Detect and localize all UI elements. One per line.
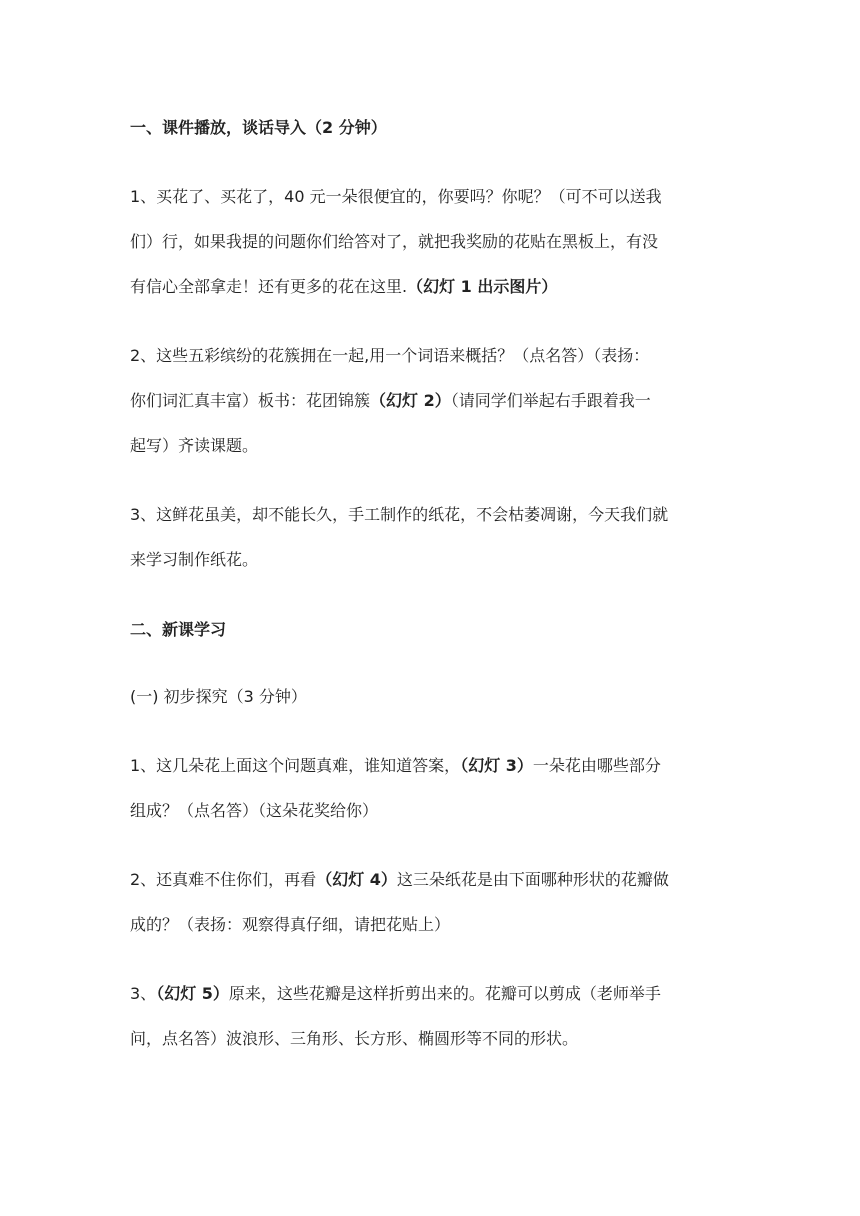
subsection-heading: [130, 674, 730, 719]
paragraph-6-text-a: 3、: [130, 984, 157, 1003]
section-heading-2: 二、新课学习: [130, 620, 227, 639]
paragraph-6-line-2: 问，点名答）波浪形、三角形、长方形、椭圆形等不同的形状。: [130, 1029, 579, 1048]
paragraph-4-text-b: 一朵花由哪些部分: [532, 756, 661, 775]
paragraph-3-line-1: 3、这鲜花虽美，却不能长久，手工制作的纸花，不会枯萎凋谢，今天我们就: [130, 505, 669, 524]
document-page: [130, 0, 730, 1216]
paragraph-2-text-b: （请同学们举起右手跟着我一: [450, 391, 651, 410]
paragraph-5-text-b: 这三朵纸花是由下面哪种形状的花瓣做: [396, 870, 669, 889]
paragraph-2: [130, 333, 730, 468]
paragraph-5: [130, 857, 730, 947]
paragraph-1-line-1: 1、买花了、买花了，40 元一朵很便宜的，你要吗？你呢？（可不可以送我: [130, 187, 662, 206]
paragraph-6-line-1: [130, 971, 730, 1016]
paragraph-4-text-a: 1、这几朵花上面这个问题真难，谁知道答案，: [130, 756, 461, 775]
paragraph-1-line-2: 们）行，如果我提的问题你们给答对了，就把我奖励的花贴在黑板上，有没: [130, 232, 659, 251]
paragraph-5-text-a: 2、还真难不住你们，再看: [130, 870, 317, 889]
paragraph-1-line-3: [130, 264, 730, 309]
subsection-title: (一) 初步探究（3 分钟）: [130, 687, 307, 706]
slide-2-note: （幻灯 2）: [370, 391, 451, 410]
paragraph-2-text-a: 你们词汇真丰富）板书：花团锦簇: [130, 391, 371, 410]
slide-3-note: （幻灯 3）: [460, 756, 533, 775]
paragraph-2-line-3: 起写）齐读课题。: [130, 436, 259, 455]
slide-1-note: （幻灯 1 出示图片）: [407, 277, 558, 296]
paragraph-1-text: 有信心全部拿走！还有更多的花在这里.: [130, 277, 408, 296]
paragraph-4-line-2: 组成？（点名答）（这朵花奖给你）: [130, 801, 379, 820]
paragraph-4: [130, 743, 730, 833]
paragraph-5-line-2: 成的？（表扬：观察得真仔细，请把花贴上）: [130, 915, 451, 934]
paragraph-5-line-1: [130, 857, 730, 902]
paragraph-2-line-1: 2、这些五彩缤纷的花簇拥在一起,用一个词语来概括？（点名答）（表扬：: [130, 346, 650, 365]
section-heading-1: 一、课件播放，谈话导入（2 分钟）: [130, 118, 387, 137]
paragraph-6: [130, 971, 730, 1061]
paragraph-1: [130, 174, 730, 309]
slide-4-note: （幻灯 4）: [316, 870, 397, 889]
paragraph-4-line-1: [130, 743, 730, 788]
paragraph-6-text-b: 原来，这些花瓣是这样折剪出来的。花瓣可以剪成（老师举手: [228, 984, 661, 1003]
paragraph-3-line-2: 来学习制作纸花。: [130, 550, 259, 569]
paragraph-3: [130, 492, 730, 582]
paragraph-2-line-2: [130, 378, 730, 423]
slide-5-note: （幻灯 5）: [156, 984, 229, 1003]
